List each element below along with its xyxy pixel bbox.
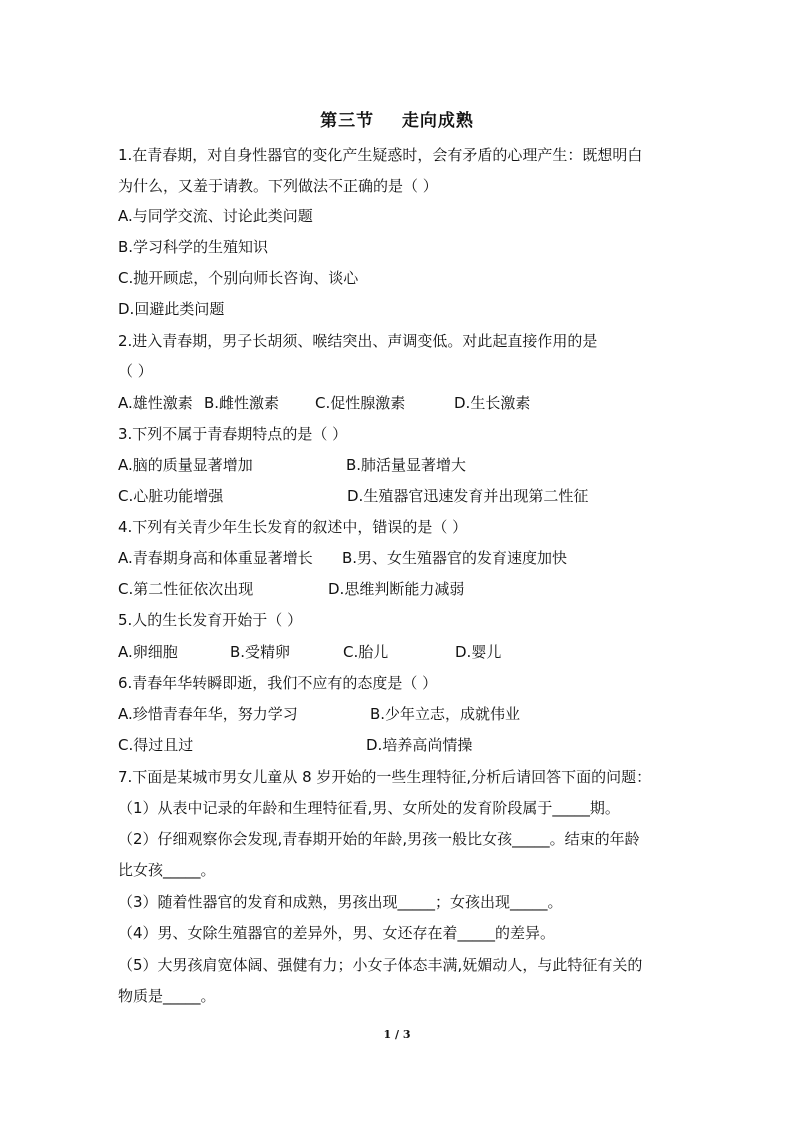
- q7-sub3: （3）随着性器官的发育和成熟，男孩出现_____；女孩出现_____。: [118, 893, 563, 911]
- q7-stem: 7.下面是某城市男女儿童从 8 岁开始的一些生理特征,分析后请回答下面的问题：: [118, 768, 652, 786]
- q7-sub2-line1: （2）仔细观察你会发现,青春期开始的年龄,男孩一般比女孩_____。结束的年龄: [118, 830, 640, 848]
- q4-stem: 4.下列有关青少年生长发育的叙述中，错误的是（ ）: [118, 518, 468, 536]
- q5-option-a: A.卵细胞: [118, 643, 178, 661]
- q2-option-d: D.生长激素: [454, 394, 531, 412]
- q4-options-row2: [118, 579, 688, 599]
- q4-options-row1: [118, 548, 688, 568]
- q2-option-c: C.促性腺激素: [315, 394, 406, 412]
- q2-options-row: [118, 393, 688, 413]
- q5-stem: 5.人的生长发育开始于（ ）: [118, 611, 303, 629]
- q3-stem: 3.下列不属于青春期特点的是（ ）: [118, 425, 348, 443]
- q2-option-b: B.雌性激素: [204, 394, 280, 412]
- q3-options-row2: [118, 486, 688, 506]
- q7-sub1: （1）从表中记录的年龄和生理特征看,男、女所处的发育阶段属于_____期。: [118, 799, 620, 817]
- q5-option-d: D.婴儿: [455, 643, 502, 661]
- q2-stem-line2: （ ）: [118, 362, 153, 380]
- q3-option-d: D.生殖器官迅速发育并出现第二性征: [347, 487, 589, 505]
- q5-option-c: C.胎儿: [343, 643, 389, 661]
- q6-stem: 6.青春年华转瞬即逝，我们不应有的态度是（ ）: [118, 674, 438, 692]
- q3-option-c: C.心脏功能增强: [118, 487, 224, 505]
- q6-option-a: A.珍惜青春年华，努力学习: [118, 705, 298, 723]
- q6-option-d: D.培养高尚情操: [366, 736, 473, 754]
- q4-option-a: A.青春期身高和体重显著增长: [118, 549, 313, 567]
- q4-option-d: D.思维判断能力减弱: [328, 580, 465, 598]
- q5-options-row: [118, 642, 688, 662]
- q2-stem-line1: 2.进入青春期，男子长胡须、喉结突出、声调变低。对此起直接作用的是: [118, 332, 598, 350]
- q7-sub4: （4）男、女除生殖器官的差异外，男、女还存在着_____的差异。: [118, 924, 556, 942]
- q2-option-a: A.雄性激素: [118, 394, 193, 412]
- q3-options-row1: [118, 455, 688, 475]
- q7-sub5-line2: 物质是_____。: [118, 987, 216, 1005]
- q6-options-row1: [118, 704, 688, 724]
- q3-option-b: B.肺活量显著增大: [346, 456, 467, 474]
- q1-stem-line2: 为什么，又羞于请教。下列做法不正确的是（ ）: [118, 177, 438, 195]
- q6-option-c: C.得过且过: [118, 736, 194, 754]
- q1-option-d: D.回避此类问题: [118, 300, 225, 318]
- q1-option-c: C.抛开顾虑，个别向师长咨询、谈心: [118, 269, 359, 287]
- q6-option-b: B.少年立志，成就伟业: [370, 705, 521, 723]
- q3-option-a: A.脑的质量显著增加: [118, 456, 253, 474]
- q5-option-b: B.受精卵: [230, 643, 291, 661]
- q7-sub5-line1: （5）大男孩肩宽体阔、强健有力；小女子体态丰满,妩媚动人，与此特征有关的: [118, 956, 643, 974]
- q1-option-a: A.与同学交流、讨论此类问题: [118, 207, 313, 225]
- q1-stem-line1: 1.在青春期，对自身性器官的变化产生疑惑时，会有矛盾的心理产生：既想明白: [118, 146, 643, 164]
- page-number: 1 / 3: [383, 1028, 411, 1041]
- q7-sub2-line2: 比女孩_____。: [118, 861, 216, 879]
- q1-option-b: B.学习科学的生殖知识: [118, 238, 269, 256]
- q4-option-b: B.男、女生殖器官的发育速度加快: [342, 549, 568, 567]
- page-title: 第三节 走向成熟: [320, 111, 474, 131]
- q6-options-row2: [118, 735, 688, 755]
- q4-option-c: C.第二性征依次出现: [118, 580, 254, 598]
